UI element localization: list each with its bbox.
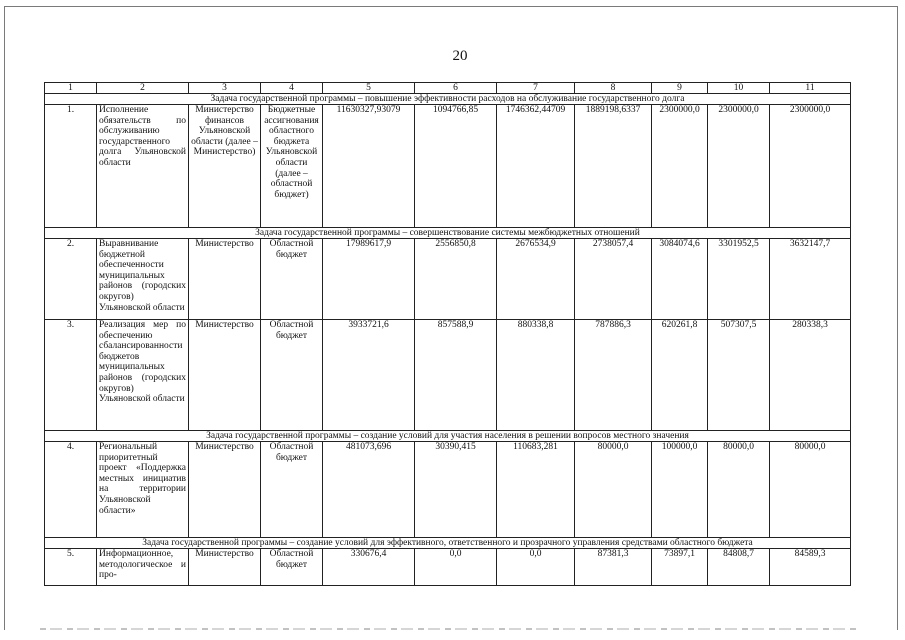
executor: Министерство финансов Ульяновской области (далее – Министерство) [189, 105, 261, 228]
task-heading: Задача государственной программы – повышение эффективности расходов на обслуживание государственного долга [45, 94, 851, 105]
value-year: 2556850,8 [415, 239, 497, 320]
column-number-row [45, 83, 851, 94]
task-heading-row [45, 538, 851, 549]
value-year: 0,0 [497, 549, 575, 586]
table-row [45, 442, 851, 538]
task-heading: Задача государственной программы – создание условий для участия населения в решении вопросов местного значения [45, 431, 851, 442]
column-number: 2 [97, 83, 189, 94]
page-number: 20 [452, 48, 468, 64]
value-year: 87381,3 [575, 549, 652, 586]
task-heading-row [45, 431, 851, 442]
task-heading: Задача государственной программы – совершенствование системы межбюджетных отношений [45, 228, 851, 239]
row-number: 1. [45, 105, 97, 228]
value-year: 787886,3 [575, 320, 652, 431]
scan-artifact-line [40, 628, 860, 630]
table-row [45, 239, 851, 320]
column-number: 1 [45, 83, 97, 94]
table-row [45, 320, 851, 431]
value-year: 620261,8 [652, 320, 708, 431]
funding-source: Областной бюджет [261, 549, 323, 586]
measure-name: Информационное, методологическое и про- [97, 549, 189, 586]
value-year: 880338,8 [497, 320, 575, 431]
executor: Министерство [189, 442, 261, 538]
value-year: 2738057,4 [575, 239, 652, 320]
value-total: 17989617,9 [323, 239, 415, 320]
value-year: 0,0 [415, 549, 497, 586]
column-number: 4 [261, 83, 323, 94]
value-year: 3632147,7 [770, 239, 851, 320]
value-year: 2300000,0 [770, 105, 851, 228]
value-total: 11630327,93079 [323, 105, 415, 228]
column-number: 10 [708, 83, 770, 94]
value-year: 84808,7 [708, 549, 770, 586]
task-heading: Задача государственной программы – создание условий для эффективного, ответственного и прозрачного управления средствами областного бюджета [45, 538, 851, 549]
column-number: 3 [189, 83, 261, 94]
value-total: 3933721,6 [323, 320, 415, 431]
funding-source: Областной бюджет [261, 442, 323, 538]
value-year: 80000,0 [575, 442, 652, 538]
column-number: 9 [652, 83, 708, 94]
table-row [45, 105, 851, 228]
value-year: 110683,281 [497, 442, 575, 538]
executor: Министерство [189, 239, 261, 320]
funding-source: Бюджетные ассигнования областного бюджета Ульяновской области (далее – областной бюджет) [261, 105, 323, 228]
value-year: 507307,5 [708, 320, 770, 431]
measure-name: Региональный приоритетный проект «Поддержка местных инициатив на территории Ульяновской области» [97, 442, 189, 538]
value-year: 3301952,5 [708, 239, 770, 320]
value-year: 2676534,9 [497, 239, 575, 320]
value-year: 73897,1 [652, 549, 708, 586]
column-number: 5 [323, 83, 415, 94]
measure-name: Исполнение обязательств по обслуживанию государственного долга Ульяновской области [97, 105, 189, 228]
measure-name: Реализация мер по обеспечению сбалансированности бюджетов муниципальных районов (городских округов) Ульяновской области [97, 320, 189, 431]
column-number: 6 [415, 83, 497, 94]
funding-source: Областной бюджет [261, 239, 323, 320]
executor: Министерство [189, 320, 261, 431]
value-year: 80000,0 [770, 442, 851, 538]
table-row [45, 549, 851, 586]
task-heading-row [45, 94, 851, 105]
column-number: 7 [497, 83, 575, 94]
column-number: 8 [575, 83, 652, 94]
row-number: 3. [45, 320, 97, 431]
value-total: 481073,696 [323, 442, 415, 538]
row-number: 5. [45, 549, 97, 586]
value-year: 857588,9 [415, 320, 497, 431]
value-year: 2300000,0 [708, 105, 770, 228]
value-total: 330676,4 [323, 549, 415, 586]
value-year: 84589,3 [770, 549, 851, 586]
funding-source: Областной бюджет [261, 320, 323, 431]
column-number: 11 [770, 83, 851, 94]
value-year: 30390,415 [415, 442, 497, 538]
value-year: 2300000,0 [652, 105, 708, 228]
measure-name: Выравнивание бюджетной обеспеченности муниципальных районов (городских округов) Ульяновской области [97, 239, 189, 320]
executor: Министерство [189, 549, 261, 586]
row-number: 2. [45, 239, 97, 320]
value-year: 3084074,6 [652, 239, 708, 320]
task-heading-row [45, 228, 851, 239]
value-year: 80000,0 [708, 442, 770, 538]
value-year: 100000,0 [652, 442, 708, 538]
row-number: 4. [45, 442, 97, 538]
value-year: 1889198,6337 [575, 105, 652, 228]
value-year: 280338,3 [770, 320, 851, 431]
value-year: 1094766,85 [415, 105, 497, 228]
budget-table [44, 82, 851, 586]
value-year: 1746362,44709 [497, 105, 575, 228]
